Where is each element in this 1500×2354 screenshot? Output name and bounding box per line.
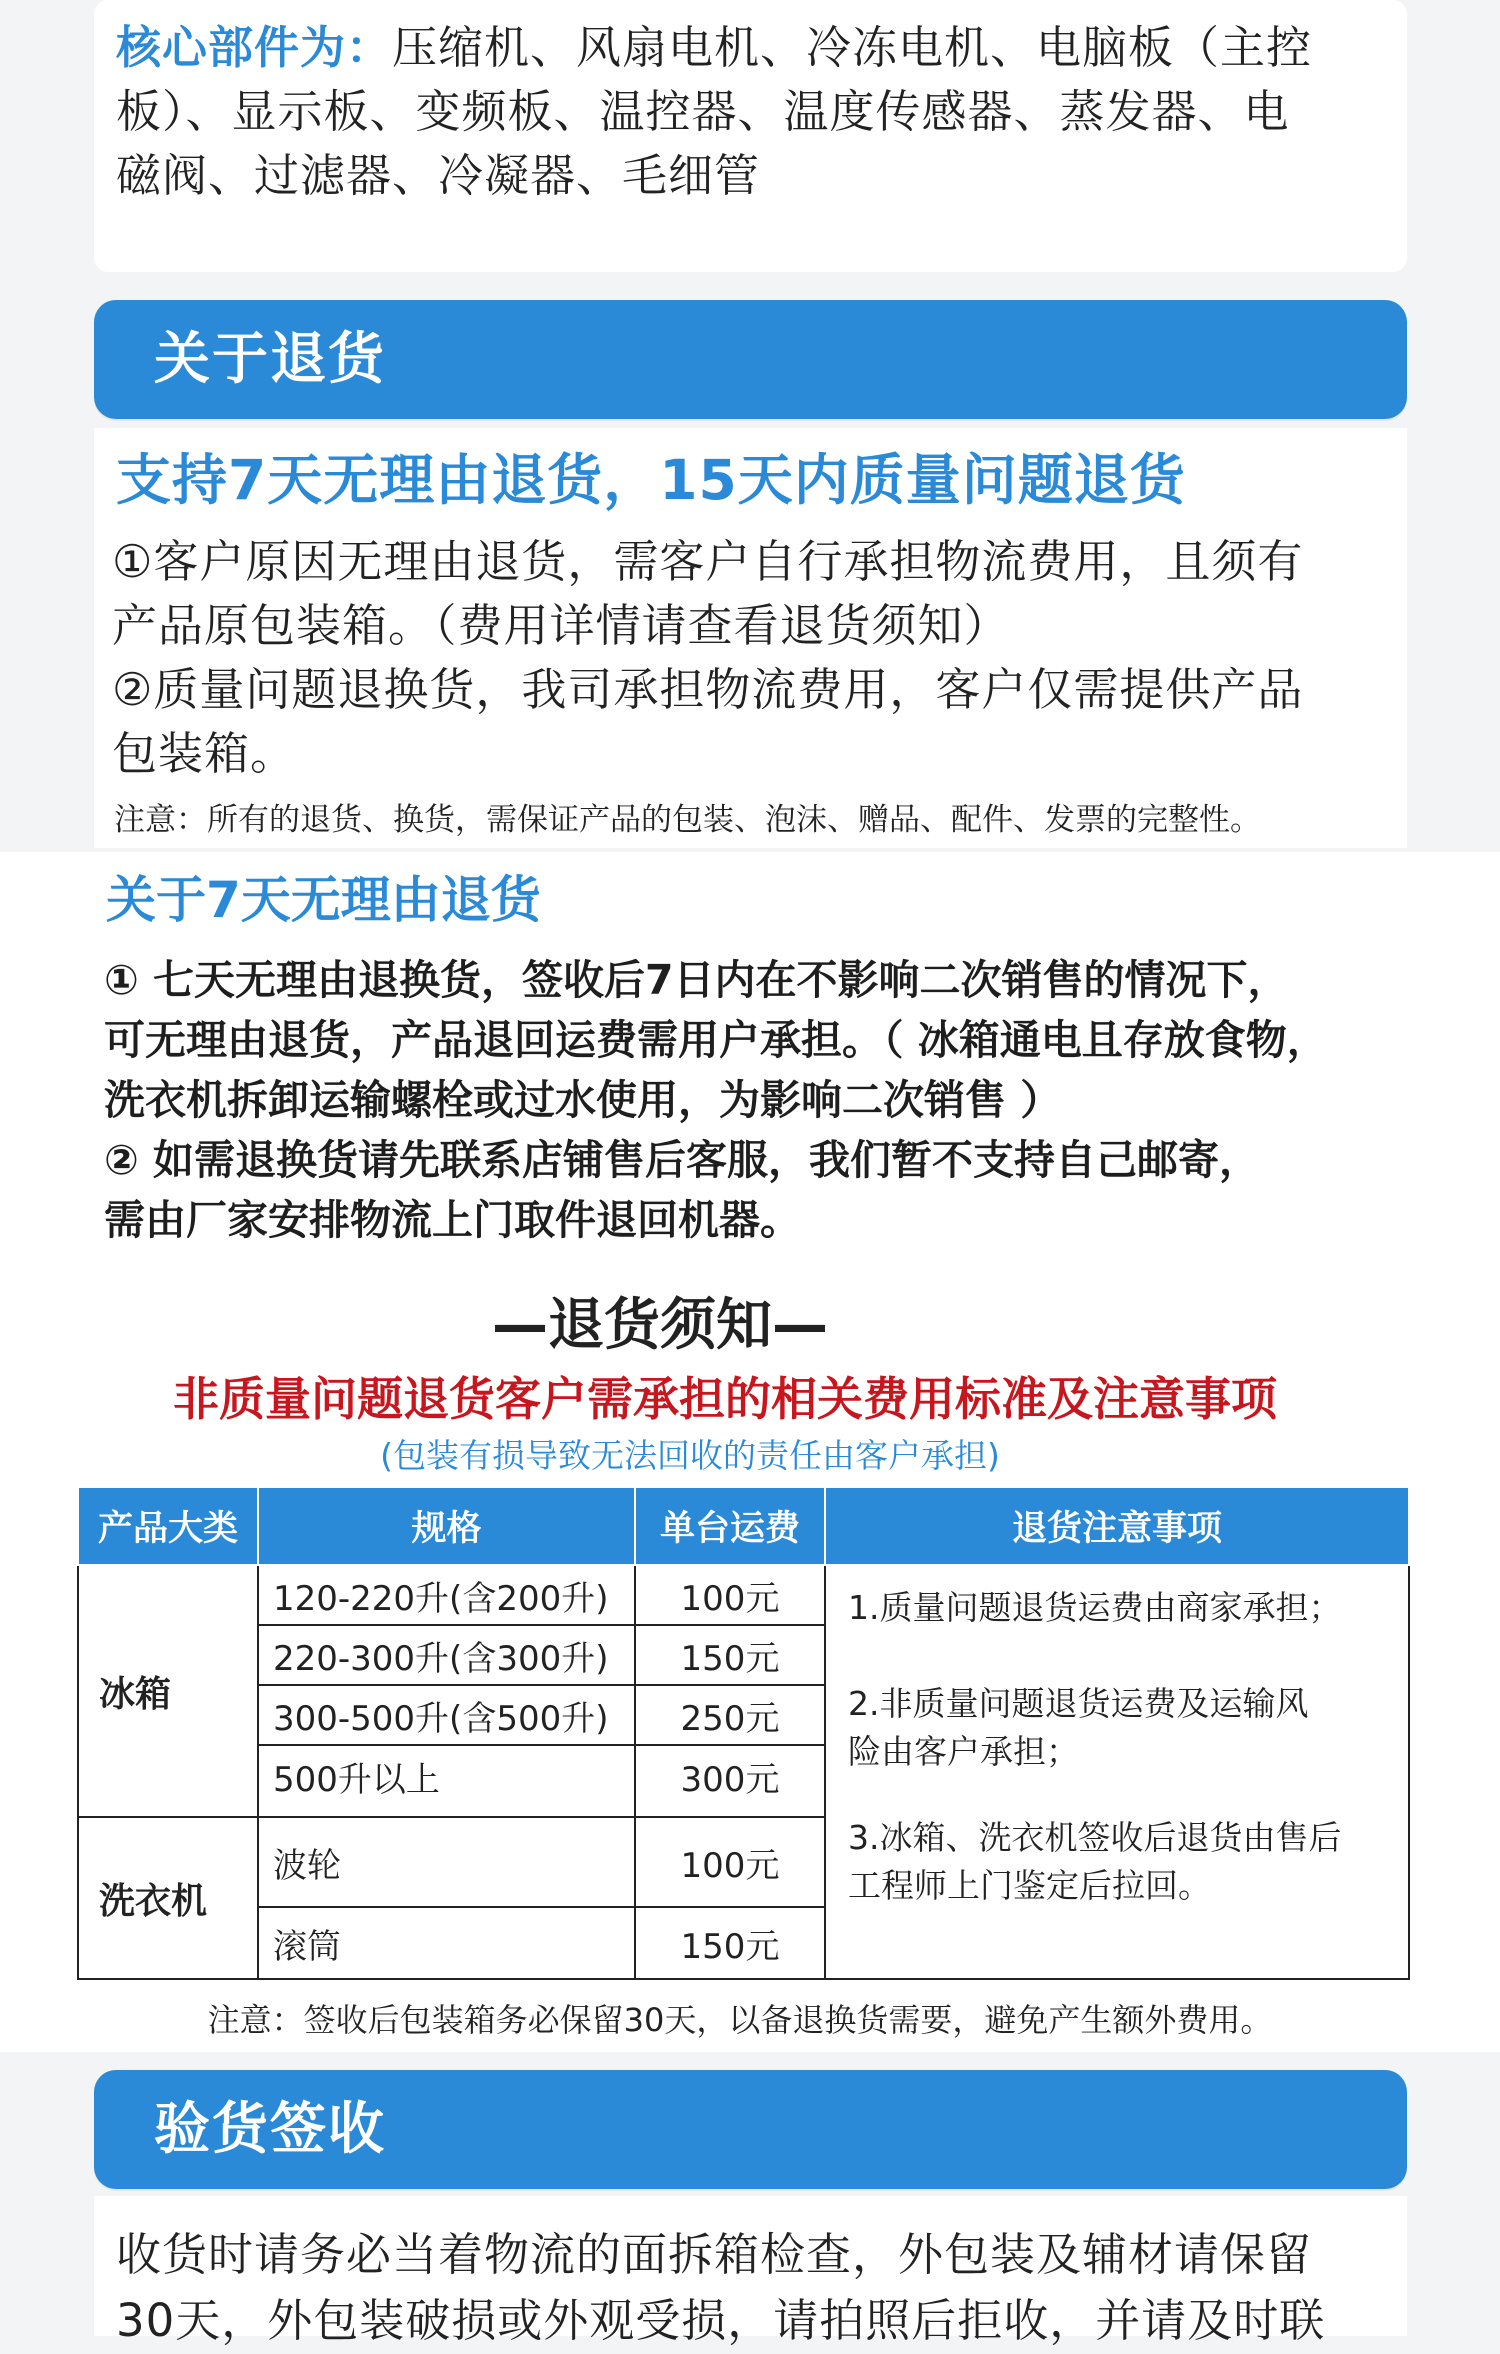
notice-subtitle: 非质量问题退货客户需承担的相关费用标准及注意事项 [173, 1372, 1277, 1426]
returns-p2-line2: 包装箱。 [112, 727, 297, 780]
spec-cell: 滚筒 [258, 1907, 635, 1979]
inspect-body [116, 2222, 1416, 2354]
header-notes: 退货注意事项 [825, 1487, 1409, 1565]
seven-day-line3: 洗衣机拆卸运输螺栓或过水使用，为影响二次销售 ） [104, 1076, 1062, 1124]
returns-p1-line1: ①客户原因无理由退货，需客户自行承担物流费用，且须有 [112, 535, 1304, 588]
fee-cell: 100元 [635, 1565, 825, 1625]
seven-day-title: 关于7天无理由退货 [106, 871, 541, 929]
spec-cell: 220-300升(含300升) [258, 1625, 635, 1685]
inspect-banner [94, 2070, 1407, 2189]
seven-day-line2: 可无理由退货，产品退回运费需用户承担。（ 冰箱通电且存放食物， [104, 1016, 1328, 1064]
fee-cell: 250元 [635, 1685, 825, 1745]
return-note-2b: 险由客户承担； [848, 1732, 1079, 1771]
inspect-banner-title: 验货签收 [154, 2097, 386, 2162]
fee-cell: 150元 [635, 1907, 825, 1979]
fee-cell: 300元 [635, 1745, 825, 1817]
spec-cell: 波轮 [258, 1817, 635, 1907]
return-note-1: 1.质量问题退货运费由商家承担； [848, 1588, 1342, 1627]
fee-cell: 150元 [635, 1625, 825, 1685]
notice-subnote: (包装有损导致无法回收的责任由客户承担) [380, 1436, 1000, 1475]
inspect-line2: 30天，外包装破损或外观受损，请拍照后拒收，并请及时联 [116, 2294, 1326, 2347]
notice-title: —退货须知— [492, 1293, 828, 1358]
returns-headline: 支持7天无理由退货，15天内质量问题退货 [116, 448, 1186, 512]
seven-day-body [104, 950, 1494, 1250]
spec-cell: 120-220升(含200升) [258, 1565, 635, 1625]
fee-table [77, 1486, 1410, 1980]
header-category: 产品大类 [78, 1487, 258, 1565]
return-note-2a: 2.非质量问题退货运费及运输风 [848, 1684, 1309, 1723]
category-fridge: 冰箱 [78, 1565, 258, 1817]
spec-cell: 300-500升(含500升) [258, 1685, 635, 1745]
returns-banner-title: 关于退货 [154, 327, 386, 392]
seven-day-line4: ② 如需退换货请先联系店铺售后客服，我们暂不支持自己邮寄， [104, 1136, 1260, 1184]
fee-table-header [78, 1487, 1409, 1565]
returns-banner [94, 300, 1407, 419]
returns-p2-line1: ②质量问题退换货，我司承担物流费用，客户仅需提供产品 [112, 663, 1304, 716]
core-parts-line3: 磁阀、过滤器、冷凝器、毛细管 [116, 149, 761, 202]
table-row [78, 1565, 1409, 1625]
header-spec: 规格 [258, 1487, 635, 1565]
returns-p1-line2: 产品原包装箱。（费用详情请查看退货须知） [112, 599, 1010, 652]
returns-note: 注意：所有的退货、换货，需保证产品的包装、泡沫、赠品、配件、发票的完整性。 [114, 802, 1261, 838]
core-parts-line2: 板）、显示板、变频板、温控器、温度传感器、蒸发器、电 [116, 85, 1290, 138]
core-parts-text [116, 16, 1406, 208]
category-washer: 洗衣机 [78, 1817, 258, 1979]
inspect-line1: 收货时请务必当着物流的面拆箱检查，外包装及辅材请保留 [116, 2228, 1313, 2281]
notice-footnote: 注意：签收后包装箱务必保留30天，以备退换货需要，避免产生额外费用。 [207, 2001, 1273, 2039]
core-parts-label: 核心部件为： [116, 21, 393, 74]
return-notes [825, 1565, 1409, 1979]
return-note-3a: 3.冰箱、洗衣机签收后退货由售后 [848, 1818, 1342, 1857]
spec-cell: 500升以上 [258, 1745, 635, 1817]
fee-cell: 100元 [635, 1817, 825, 1907]
seven-day-line1: ① 七天无理由退换货，签收后7日内在不影响二次销售的情况下， [104, 956, 1289, 1004]
returns-body [112, 530, 1402, 786]
return-note-3b: 工程师上门鉴定后拉回。 [848, 1866, 1211, 1905]
header-fee: 单台运费 [635, 1487, 825, 1565]
seven-day-line5: 需由厂家安排物流上门取件退回机器。 [104, 1196, 801, 1244]
core-parts-line1: 压缩机、风扇电机、冷冻电机、电脑板（主控 [392, 21, 1313, 74]
